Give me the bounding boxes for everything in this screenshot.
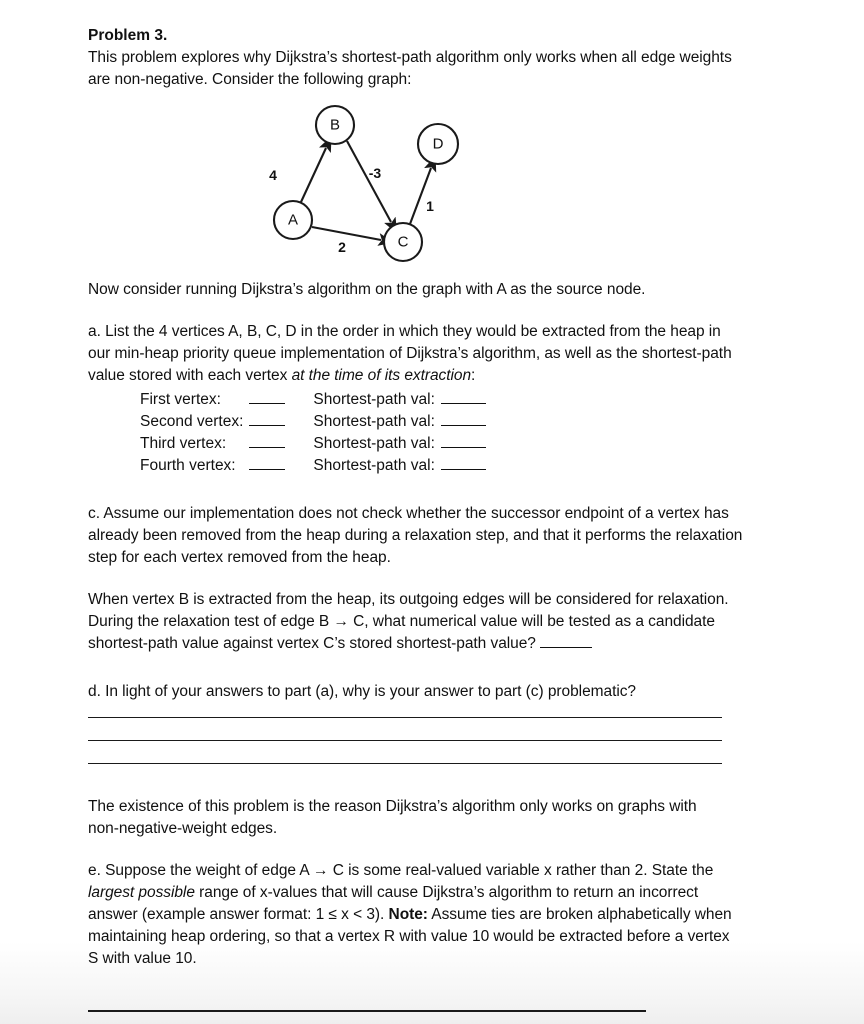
part-e-line-3-after: Assume ties are broken alphabetically when [427,906,732,923]
graph-node-d-label: D [432,135,444,153]
part-a-emphasis: at the time of its extraction [291,367,472,384]
table-row [140,455,486,477]
edge-weight-b-c: -3 [368,165,382,181]
part-c-line-6 [88,633,766,655]
part-e-emphasis: largest possible [88,884,195,901]
after-figure-line: Now consider running Dijkstra’s algorithm on the graph with A as the source node. [88,281,646,298]
third-vertex-label: Third vertex: [140,435,227,452]
table-row [140,433,486,455]
part-a-line-3-after: : [471,367,476,384]
part-e-line-5: S with value 10. [88,950,197,967]
part-e-line-3-before: answer (example answer format: 1 ≤ x < 3). [88,906,389,923]
edge-a-b [301,148,326,202]
part-a-line-2: our min-heap priority queue implementation of Dijkstra’s algorithm, as well as the shortest-path [88,345,732,362]
fourth-vertex-value-blank[interactable] [441,455,486,477]
part-e-line-3 [88,904,766,926]
first-vertex-label: First vertex: [140,391,221,408]
part-c-line-3: step for each vertex removed from the heap. [88,549,391,566]
page-title: Problem 3. [88,27,168,44]
closing-line-2: non-negative-weight edges. [88,820,278,837]
edge-a-c [312,227,381,240]
graph-node-c-label: C [397,233,409,251]
table-row [140,411,486,433]
intro-line-2: are non-negative. Consider the following graph: [88,71,412,88]
second-vertex-value-blank[interactable] [441,411,486,433]
answer-rule-line[interactable] [88,763,722,764]
third-vertex-blank[interactable] [249,433,307,455]
fourth-vertex-blank[interactable] [249,455,307,477]
fourth-vertex-label: Fourth vertex: [140,457,236,474]
first-vertex-blank[interactable] [249,389,307,411]
directed-graph-diagram [88,99,766,279]
intro-line-1: This problem explores why Dijkstra’s shortest-path algorithm only works when all edge weights [88,49,732,66]
part-d-question: d. In light of your answers to part (a), why is your answer to part (c) problematic? [88,683,636,700]
fourth-vertex-value-label: Shortest-path val: [313,457,435,474]
second-vertex-value-label: Shortest-path val: [313,413,435,430]
first-vertex-value-blank[interactable] [441,389,486,411]
edge-b-c [347,141,391,222]
third-vertex-value-blank[interactable] [441,433,486,455]
part-e-line-2-rest: range of x-values that will cause Dijkstra’s algorithm to return an incorrect [194,884,699,901]
part-c-line-1: c. Assume our implementation does not check whether the successor endpoint of a vertex has [88,505,729,522]
part-e-line-2 [88,882,766,904]
edge-weight-a-b: 4 [269,167,277,183]
vertex-answer-table [140,389,486,477]
second-vertex-label: Second vertex: [140,413,244,430]
part-c-line-6-text: shortest-path value against vertex C’s stored shortest-path value? [88,635,536,652]
part-d-answer-area [88,717,766,764]
edge-c-d [410,168,431,224]
graph-node-b-label: B [329,116,341,134]
bottom-answer-rule[interactable] [88,1010,646,1012]
part-e-note-label: Note: [388,906,428,923]
first-vertex-value-label: Shortest-path val: [313,391,435,408]
graph-node-a-label: A [287,211,299,229]
part-c-answer-blank[interactable] [540,634,592,648]
part-e-line-4: maintaining heap ordering, so that a vertex R with value 10 would be extracted before a vertex [88,928,730,945]
part-c-line-2: already been removed from the heap during a relaxation step, and that it performs the relaxation [88,527,743,544]
part-c-line-4: When vertex B is extracted from the heap, its outgoing edges will be considered for relaxation. [88,591,729,608]
part-a-line-3 [88,365,766,387]
table-row [140,389,486,411]
closing-line-1: The existence of this problem is the reason Dijkstra’s algorithm only works on graphs with [88,798,697,815]
answer-rule-line[interactable] [88,740,722,741]
second-vertex-blank[interactable] [249,411,307,433]
third-vertex-value-label: Shortest-path val: [313,435,435,452]
edge-weight-c-d: 1 [426,198,434,214]
graph-figure [88,99,766,279]
part-a-line-1: a. List the 4 vertices A, B, C, D in the order in which they would be extracted from the heap in [88,323,721,340]
edge-weight-a-c: 2 [338,239,346,255]
part-c-line-5: During the relaxation test of edge B → C, what numerical value will be tested as a candidate [88,613,715,630]
part-e-line-1: e. Suppose the weight of edge A → C is some real-valued variable x rather than 2. State the [88,862,714,879]
document-content [88,26,766,970]
answer-rule-line[interactable] [88,717,722,718]
part-a-line-3-before: value stored with each vertex [88,367,292,384]
